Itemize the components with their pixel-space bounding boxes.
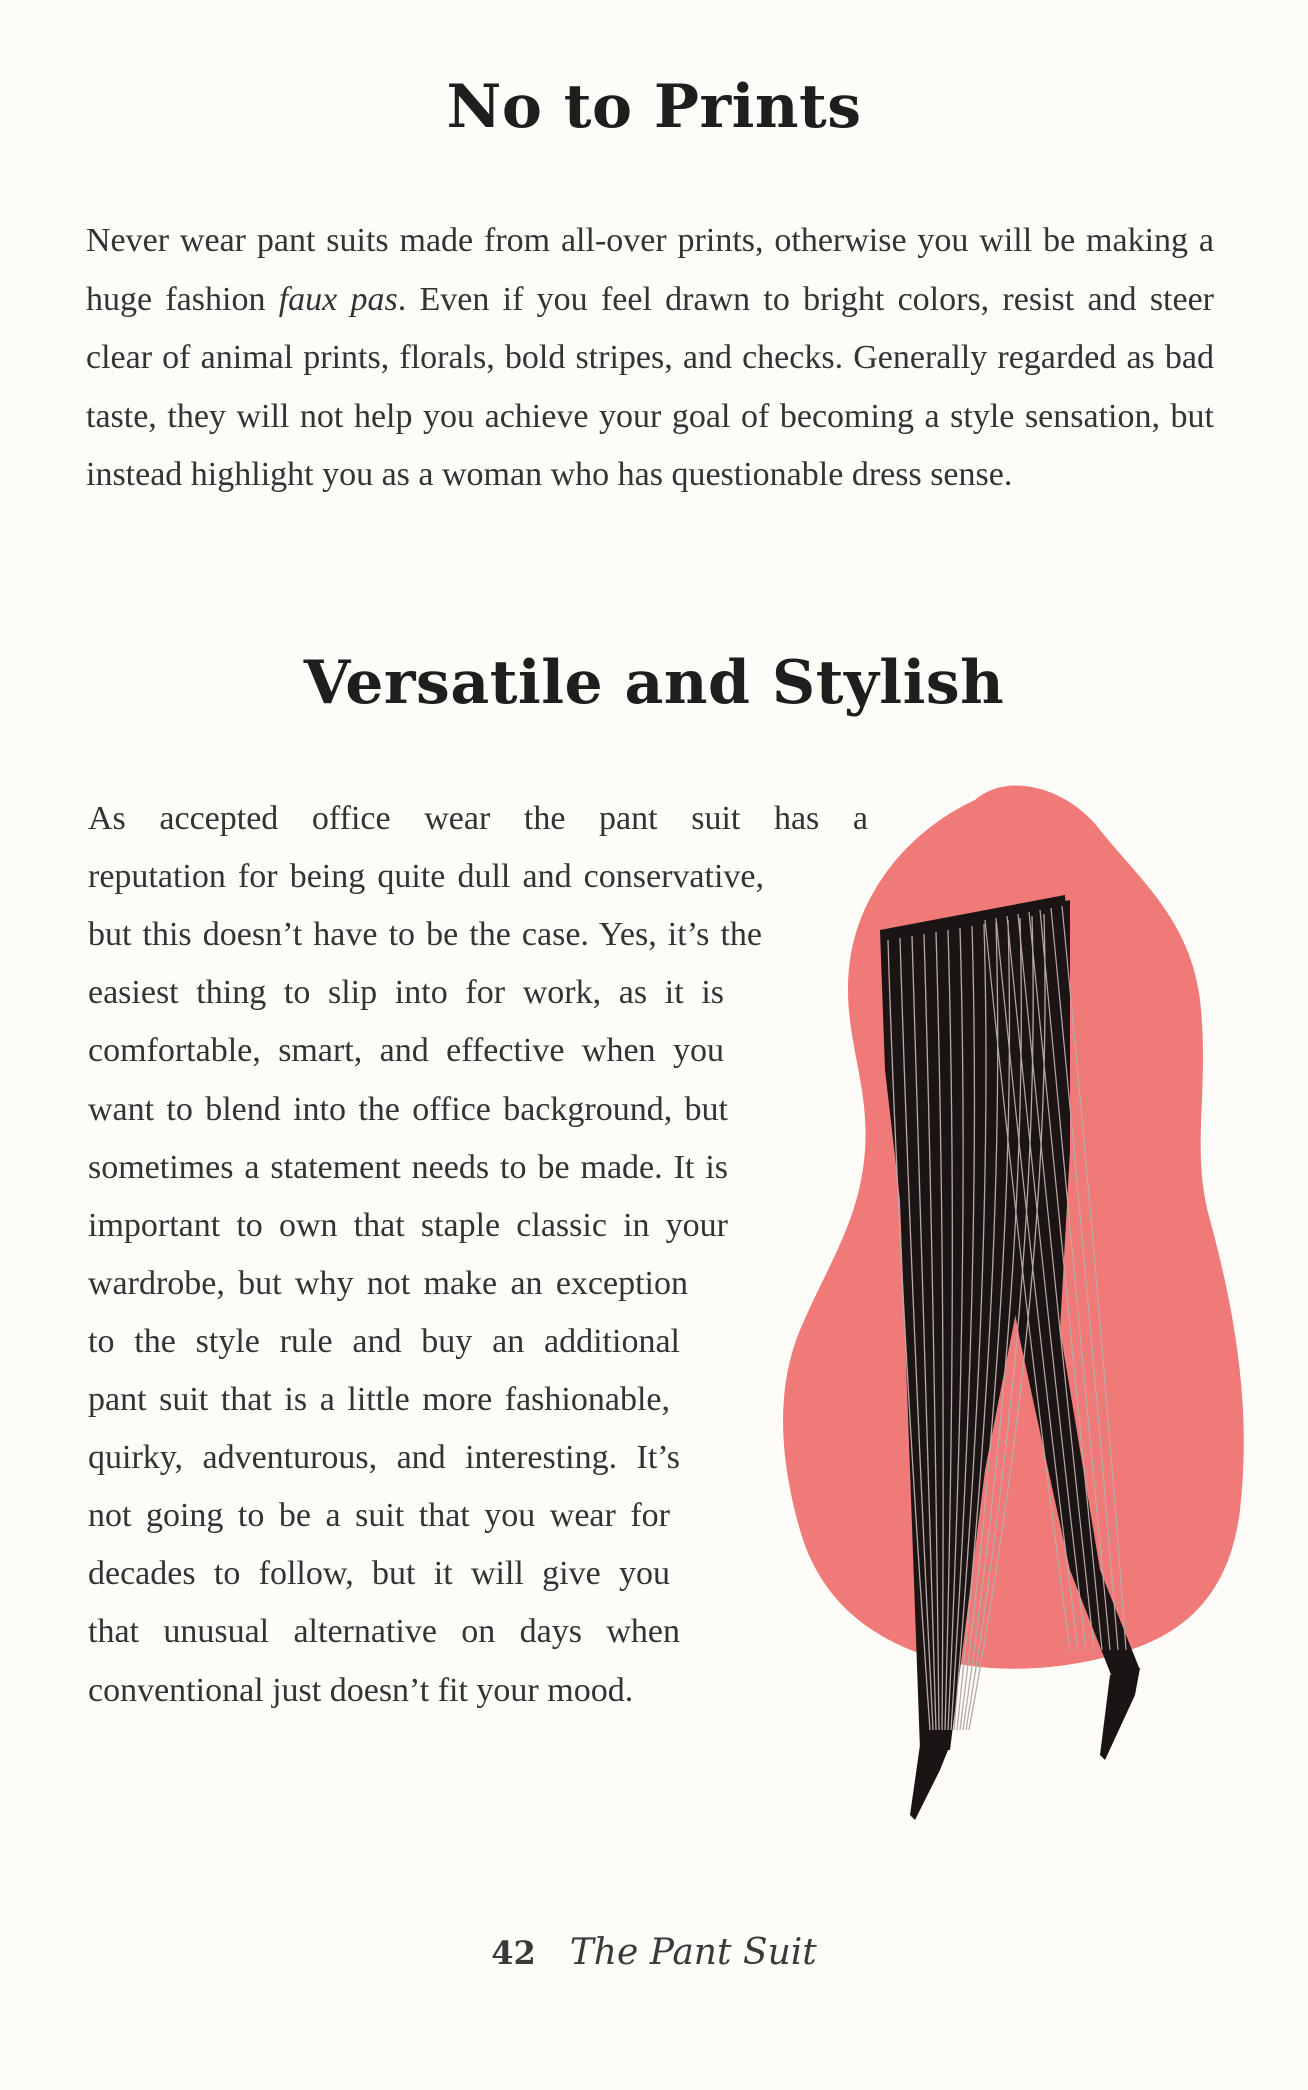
- paragraph-line: not going to be a suit that you wear for: [88, 1497, 670, 1535]
- paragraph-text-end: . Even if you feel drawn to bright colors, resist and steer clear of animal prints, florals, bold stripes, and checks. Generally regarded as bad taste, they will not help you achieve your goal of becoming a style sensation, but instead highlight you as a woman who has questionable dress sense.: [86, 280, 1215, 493]
- paragraph-line: reputation for being quite dull and conservative,: [88, 858, 764, 896]
- paragraph-line: quirky, adventurous, and interesting. It’s: [88, 1439, 680, 1477]
- shoe-right: [1100, 1668, 1140, 1760]
- italic-term: faux pas: [278, 280, 398, 318]
- paragraph-line: As accepted office wear the pant suit has a: [88, 800, 868, 837]
- paragraph-line: conventional just doesn’t fit your mood.: [88, 1671, 634, 1709]
- paragraph-line: decades to follow, but it will give you: [88, 1555, 670, 1593]
- paragraph-line: want to blend into the office background, but: [88, 1090, 728, 1128]
- section-heading-versatile-and-stylish: Versatile and Stylish: [303, 648, 1005, 718]
- paragraph-line: important to own that staple classic in your: [88, 1206, 728, 1244]
- paragraph-text-start: Never wear pant suits made from all-over prints, otherwise you will be making a huge fashion: [86, 222, 1214, 318]
- section-heading-no-to-prints: No to Prints: [446, 72, 862, 142]
- paragraph-line: but this doesn’t have to be the case. Yes, it’s the: [88, 916, 762, 954]
- page-number: 42: [491, 1934, 536, 1972]
- page-footer: [0, 1932, 1308, 1973]
- shoe-left: [910, 1745, 950, 1820]
- paragraph-line: that unusual alternative on days when: [88, 1613, 680, 1651]
- paragraph-line: pant suit that is a little more fashionable,: [88, 1381, 670, 1418]
- paragraph-line: comfortable, smart, and effective when you: [88, 1032, 724, 1070]
- paragraph-line: easiest thing to slip into for work, as it is: [88, 974, 724, 1012]
- pinstripe-trousers-illustration: [770, 770, 1250, 1900]
- running-title: The Pant Suit: [569, 1932, 817, 1973]
- paragraph-line: to the style rule and buy an additional: [88, 1322, 680, 1360]
- paragraph-line: sometimes a statement needs to be made. It is: [88, 1148, 728, 1186]
- paragraph-no-to-prints: [86, 212, 1214, 505]
- paragraph-line: wardrobe, but why not make an exception: [88, 1264, 688, 1302]
